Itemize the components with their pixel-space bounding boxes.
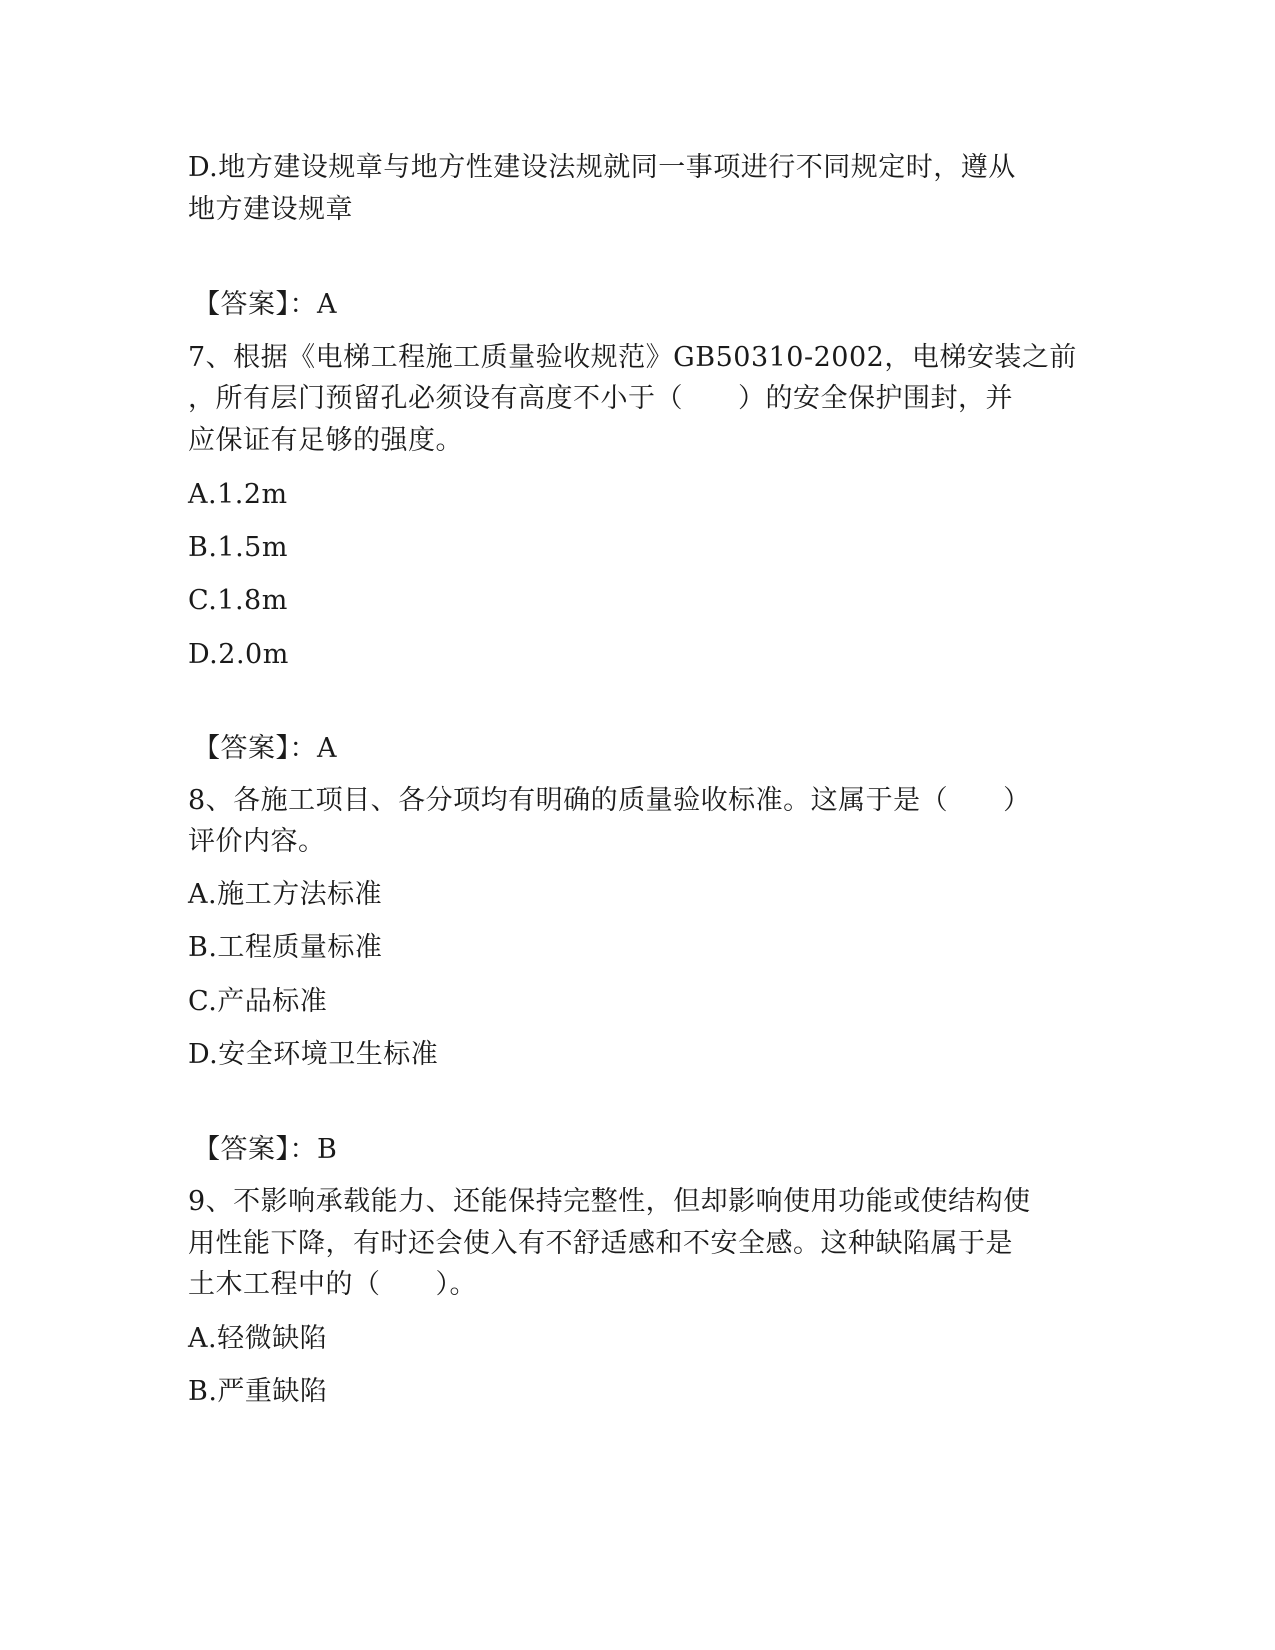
q7-option-b: B.1.5m <box>188 532 288 563</box>
q6-option-d-line2: 地方建设规章 <box>188 194 353 225</box>
q8-option-a: A.施工方法标准 <box>188 879 383 910</box>
q8-option-b: B.工程质量标准 <box>188 932 383 963</box>
q7-option-c: C.1.8m <box>188 585 288 616</box>
q8-answer: 【答案】：B <box>193 1134 338 1165</box>
q6-answer: 【答案】：A <box>193 289 337 320</box>
q8-option-d: D.安全环境卫生标准 <box>188 1039 439 1070</box>
q8-stem-line2: 评价内容。 <box>188 826 326 857</box>
q7-option-a: A.1.2m <box>188 479 288 510</box>
q9-option-b: B.严重缺陷 <box>188 1376 328 1407</box>
q9-option-a: A.轻微缺陷 <box>188 1323 328 1354</box>
q7-answer: 【答案】：A <box>193 733 337 764</box>
q7-option-d: D.2.0m <box>188 639 289 670</box>
q9-stem-line2: 用性能下降，有时还会使入有不舒适感和不安全感。这种缺陷属于是 <box>188 1228 1013 1259</box>
q9-stem-line1: 9、不影响承载能力、还能保持完整性，但却影响使用功能或使结构使 <box>188 1186 1031 1217</box>
q6-option-d-line1: D.地方建设规章与地方性建设法规就同一事项进行不同规定时，遵从 <box>188 152 1016 183</box>
q9-stem-line3: 土木工程中的（ ）。 <box>188 1269 477 1300</box>
q8-option-c: C.产品标准 <box>188 986 328 1017</box>
q7-stem-line2: ，所有层门预留孔必须设有高度不小于（ ）的安全保护围封，并 <box>188 383 1013 414</box>
q7-stem-line1: 7、根据《电梯工程施工质量验收规范》GB50310-2002，电梯安装之前 <box>188 342 1077 373</box>
q7-stem-line3: 应保证有足够的强度。 <box>188 425 463 456</box>
q8-stem-line1: 8、各施工项目、各分项均有明确的质量验收标准。这属于是（ ） <box>188 785 1031 816</box>
